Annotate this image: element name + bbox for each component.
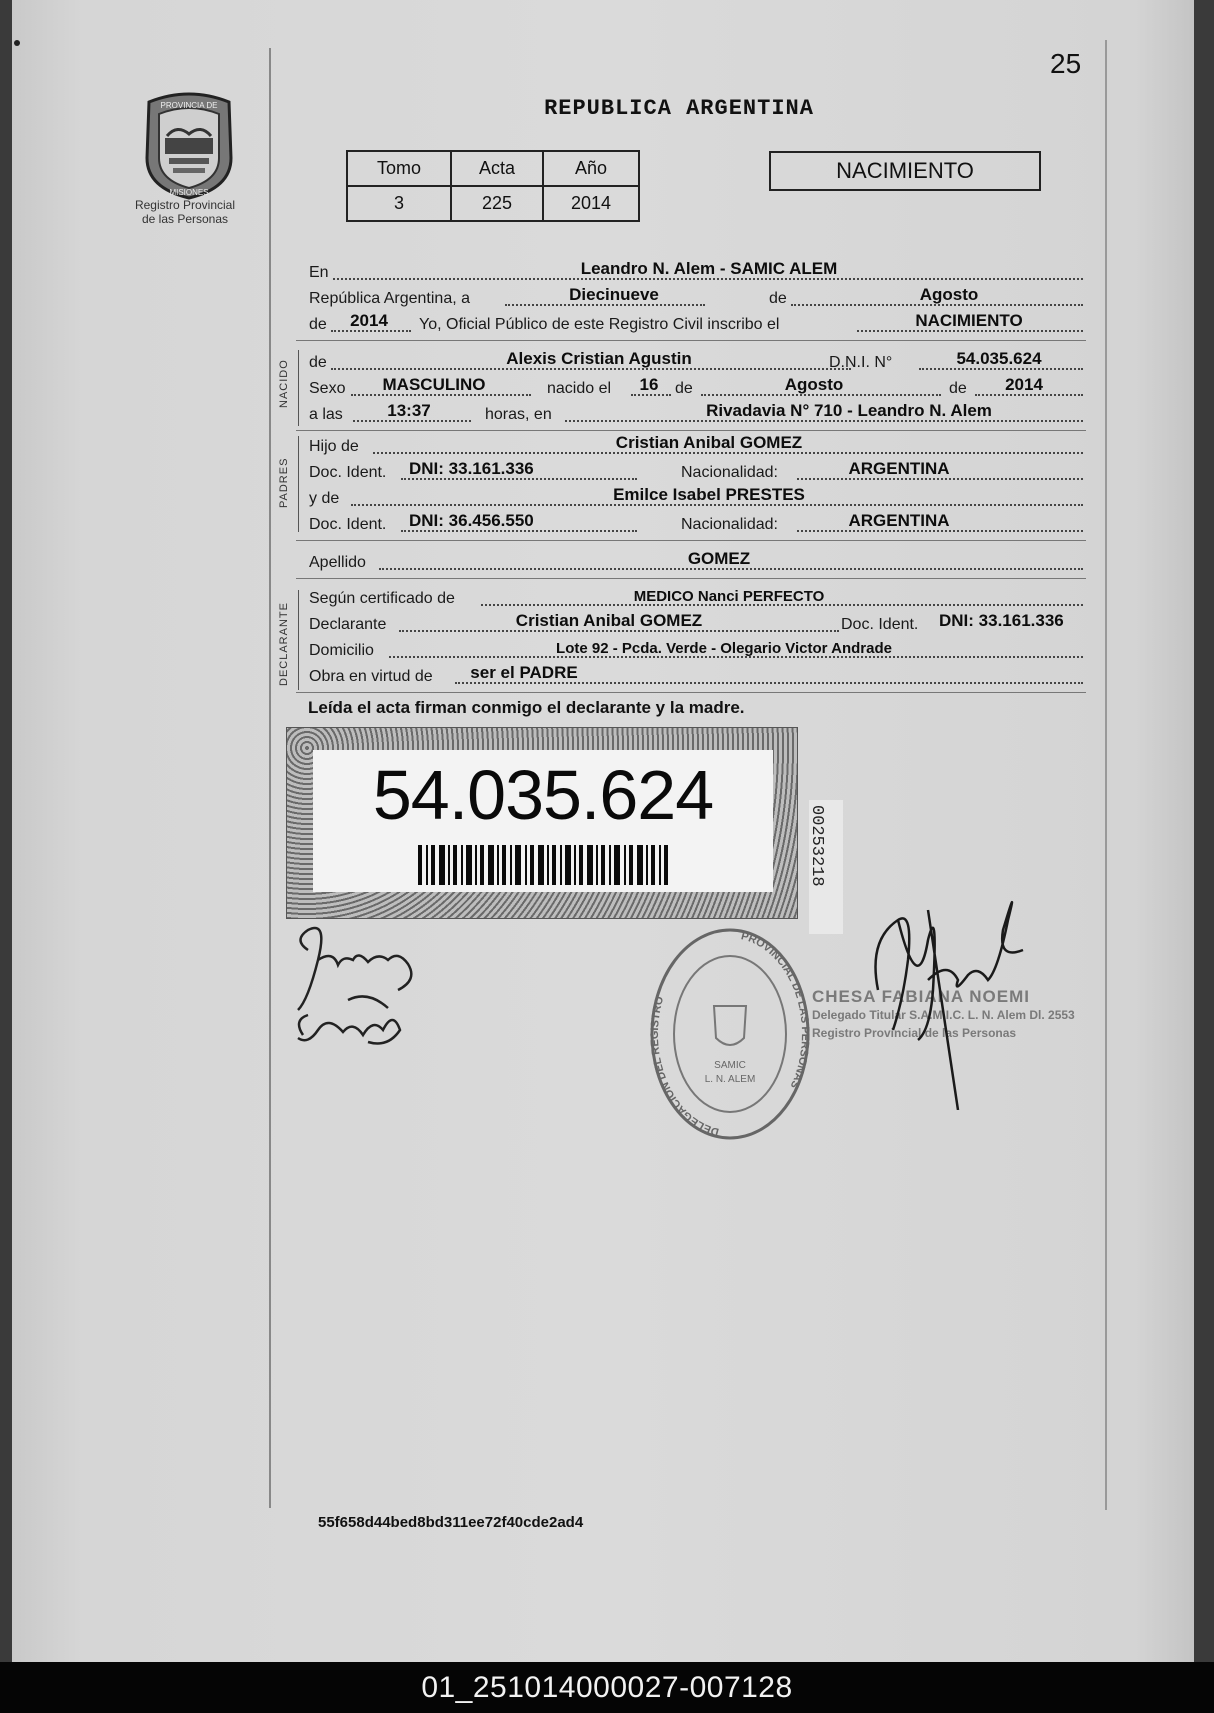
id-sticker: [286, 727, 798, 919]
logo-caption: [112, 198, 258, 226]
de-label: de: [675, 380, 693, 397]
row-apellido: [309, 548, 1084, 574]
day-value: Diecinueve: [569, 285, 659, 304]
row-name: [309, 348, 1084, 374]
father-name-value: Cristian Anibal GOMEZ: [615, 433, 803, 452]
page-number: 25: [1050, 48, 1082, 79]
row-sex: [309, 374, 1084, 400]
stamp-text-right: PROVINCIAL DE LAS PERSONAS: [739, 930, 812, 1091]
separator: [296, 430, 1086, 431]
stamp-text-left: DELEGACION DEL REGISTRO: [648, 995, 721, 1138]
sexo-value: MASCULINO: [382, 375, 486, 394]
horas-label: horas, en: [485, 406, 552, 423]
right-margin-line: [1105, 40, 1107, 1510]
ano-header: Año: [543, 151, 639, 186]
de-label: de: [769, 290, 787, 307]
doc-ident-label: Doc. Ident.: [309, 516, 387, 533]
serial-number: 00253218: [807, 805, 826, 887]
child-name-value: Alexis Cristian Agustin: [506, 349, 692, 368]
row-date: [309, 284, 1084, 310]
scan-id-footer: 01_251014000027-007128: [0, 1662, 1214, 1713]
republica-label: República Argentina, a: [309, 290, 470, 307]
mother-name-value: Emilce Isabel PRESTES: [613, 485, 805, 504]
birth-month-value: Agosto: [784, 375, 844, 394]
ano-value: 2014: [543, 186, 639, 221]
month-value: Agosto: [919, 285, 979, 304]
mother-doc-value: DNI: 36.456.550: [409, 511, 534, 530]
stamp-center-line1: SAMIC: [714, 1060, 746, 1071]
official-signature-icon: [858, 880, 1028, 1110]
scan-mark: [14, 40, 20, 46]
separator: [296, 540, 1086, 541]
apellido-label: Apellido: [309, 554, 366, 571]
act-value: NACIMIENTO: [915, 311, 1023, 330]
declarante-label: Declarante: [309, 616, 387, 633]
acta-header: Acta: [451, 151, 543, 186]
closing-statement: Leída el acta firman conmigo el declarante y la madre.: [308, 698, 745, 717]
de-label: de: [309, 354, 327, 371]
sticker-panel: [313, 750, 773, 892]
row-en: [309, 258, 1084, 284]
de-label: de: [949, 380, 967, 397]
father-doc-value: DNI: 33.161.336: [409, 459, 534, 478]
separator: [296, 692, 1086, 693]
stamp-center-line2: L. N. ALEM: [704, 1074, 756, 1085]
tomo-header: Tomo: [347, 151, 451, 186]
document-title: REPUBLICA ARGENTINA: [544, 96, 814, 121]
nacido-section-label: NACIDO: [278, 359, 290, 408]
row-obra: [309, 662, 1084, 688]
doc-ident-label: Doc. Ident.: [841, 616, 919, 633]
dni-label: D.N.I. N°: [829, 354, 893, 371]
sticker-id-number: 54.035.624: [372, 756, 714, 834]
doc-ident-label: Doc. Ident.: [309, 464, 387, 481]
birth-place-value: Rivadavia N° 710 - Leandro N. Alem: [706, 401, 992, 420]
row-father-doc: [309, 458, 1084, 484]
svg-text:DELEGACION DEL REGISTRO: [649, 995, 720, 1138]
hijo-de-label: Hijo de: [309, 438, 359, 455]
official-office: Registro Provincial de las Personas: [812, 1026, 1017, 1040]
y-de-label: y de: [309, 490, 340, 507]
yo-label: Yo, Oficial Público de este Registro Civil inscribo el: [419, 316, 780, 333]
birth-time-value: 13:37: [387, 401, 431, 420]
act-type-box: NACIMIENTO: [769, 151, 1041, 191]
certificado-label: Según certificado de: [309, 590, 455, 607]
padres-bracket: [298, 436, 299, 532]
father-nationality-value: ARGENTINA: [848, 459, 950, 478]
year-value: 2014: [350, 311, 388, 330]
row-declarante: [309, 610, 1084, 636]
obra-value: ser el PADRE: [470, 663, 578, 682]
logo-caption-line2: de las Personas: [141, 212, 229, 226]
row-domicilio: [309, 636, 1084, 662]
declarante-bracket: [298, 590, 299, 690]
en-label: En: [309, 264, 329, 281]
official-name: CHESA FABIANA NOEMI: [812, 987, 1030, 1006]
declarante-section-label: DECLARANTE: [278, 602, 290, 686]
separator: [296, 578, 1086, 579]
domicilio-value: Lote 92 - Pcda. Verde - Olegario Victor Andrade: [556, 640, 892, 657]
domicilio-label: Domicilio: [309, 642, 374, 659]
alas-label: a las: [309, 406, 343, 423]
birth-day-value: 16: [639, 375, 659, 394]
padres-section-label: PADRES: [278, 457, 290, 508]
left-margin-line: [269, 48, 271, 1508]
nacido-el-label: nacido el: [547, 380, 612, 397]
separator: [296, 340, 1086, 341]
seal-text-bottom: MISIONES: [169, 188, 209, 197]
declarante-doc-value: DNI: 33.161.336: [939, 611, 1064, 630]
row-mother-doc: [309, 510, 1084, 536]
svg-text:PROVINCIAL DE LAS PERSONAS: [740, 930, 811, 1090]
declarante-name-value: Cristian Anibal GOMEZ: [515, 611, 703, 630]
birth-year-value: 2014: [1005, 375, 1043, 394]
nacido-bracket: [298, 350, 299, 426]
certificado-value: MEDICO Nanci PERFECTO: [633, 588, 825, 605]
row-time: [309, 400, 1084, 426]
barcode-icon: [418, 845, 668, 885]
tomo-value: 3: [347, 186, 451, 221]
nacionalidad-label: Nacionalidad:: [681, 516, 778, 533]
sexo-label: Sexo: [309, 380, 346, 397]
acta-value: 225: [451, 186, 543, 221]
official-title: Delegado Titular S.A.M.I.C. L. N. Alem Dl. 2553: [812, 1008, 1075, 1022]
logo-caption-line1: Registro Provincial: [134, 198, 236, 212]
row-cert: [309, 584, 1084, 610]
row-mother: [309, 484, 1084, 510]
round-official-seal-icon: [648, 918, 812, 1142]
child-dni-value: 54.035.624: [956, 349, 1042, 368]
declarant-signature-icon: [288, 920, 438, 1060]
apellido-value: GOMEZ: [687, 549, 751, 568]
seal-text-top: PROVINCIA DE: [160, 101, 218, 110]
place-value: Leandro N. Alem - SAMIC ALEM: [580, 259, 838, 278]
mother-nationality-value: ARGENTINA: [848, 511, 950, 530]
document-page: [12, 0, 1194, 1662]
row-father: [309, 432, 1084, 458]
row-year: [309, 310, 1084, 336]
obra-label: Obra en virtud de: [309, 668, 433, 685]
nacionalidad-label: Nacionalidad:: [681, 464, 778, 481]
de-label: de: [309, 316, 327, 333]
registry-table: [346, 150, 640, 222]
document-hash: 55f658d44bed8bd311ee72f40cde2ad4: [318, 1514, 584, 1531]
